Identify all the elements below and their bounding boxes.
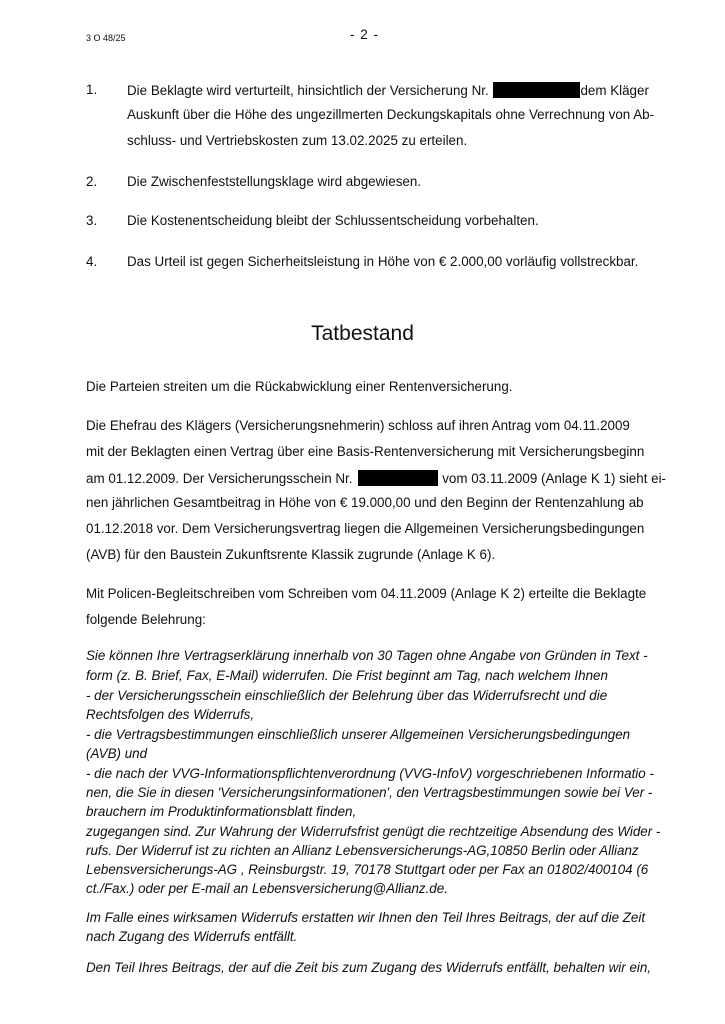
section-heading: Tatbestand <box>311 322 414 345</box>
paragraph-2-line-3-b: vom 03.11.2009 (Anlage K 1) sieht ei- <box>442 471 667 486</box>
paragraph-2-line-3 <box>86 470 666 486</box>
quote-line-5: - die Vertragsbestimmungen einschließlich unserer Allgemeinen Versicherungsbedingungen <box>86 727 631 742</box>
quote2-line-2: nach Zugang des Widerrufs entfällt. <box>86 929 298 944</box>
quote3-line-1: Den Teil Ihres Beitrags, der auf die Zeit bis zum Zugang des Widerrufs entfällt, behalten wir ein, <box>86 960 652 975</box>
quote-line-8: nen, die Sie in diesen 'Versicherungsinformationen', den Vertragsbestimmungen sowie bei Ver - <box>86 785 653 800</box>
quote-line-10: zugegangen sind. Zur Wahrung der Widerrufsfrist genügt die rechtzeitige Absendung des Wider - <box>86 824 661 839</box>
tenor-item-1-text-b: dem Kläger <box>580 83 649 98</box>
quote2-line-1: Im Falle eines wirksamen Widerrufs erstatten wir Ihnen den Teil Ihres Beitrags, der auf die Zeit <box>86 910 646 925</box>
paragraph-2-line-6: (AVB) für den Baustein Zukunftsrente Klassik zugrunde (Anlage K 6). <box>86 547 496 562</box>
tenor-item-1-line-3: schluss- und Vertriebskosten zum 13.02.2025 zu erteilen. <box>127 133 468 148</box>
file-reference: 3 O 48/25 <box>86 33 126 43</box>
paragraph-2-line-2: mit der Beklagten einen Vertrag über eine Basis-Rentenversicherung mit Versicherungsbeginn <box>86 444 645 459</box>
quote-line-9: brauchern im Produktinformationsblatt finden, <box>86 804 357 819</box>
tenor-number-1: 1. <box>86 82 98 97</box>
paragraph-1: Die Parteien streiten um die Rückabwicklung einer Rentenversicherung. <box>86 379 513 394</box>
quote-line-11: rufs. Der Widerruf ist zu richten an Allianz Lebensversicherungs-AG,10850 Berlin oder Allianz <box>86 843 639 858</box>
quote-line-12: Lebensversicherungs-AG , Reinsburgstr. 19, 70178 Stuttgart oder per Fax an 01802/400104 (6 <box>86 862 649 877</box>
quote-line-3: - der Versicherungsschein einschließlich der Belehrung über das Widerrufsrecht und die <box>86 688 608 703</box>
paragraph-2-line-4: nen jährlichen Gesamtbeitrag in Höhe von € 19.000,00 und den Beginn der Rentenzahlung ab <box>86 495 644 510</box>
quote-line-1: Sie können Ihre Vertragserklärung innerhalb von 30 Tagen ohne Angabe von Gründen in Text - <box>86 648 648 663</box>
tenor-item-4: Das Urteil ist gegen Sicherheitsleistung in Höhe von € 2.000,00 vorläufig vollstreckbar. <box>127 254 639 269</box>
quote-line-13: ct./Fax.) oder per E-mail an Lebensversicherung@Allianz.de. <box>86 881 448 896</box>
redaction-bar <box>493 82 580 98</box>
tenor-item-1-line-1 <box>127 82 649 98</box>
redaction-bar <box>358 470 438 486</box>
page-number: - 2 - <box>350 27 380 42</box>
paragraph-2-line-5: 01.12.2018 vor. Dem Versicherungsvertrag liegen die Allgemeinen Versicherungsbedingungen <box>86 521 645 536</box>
tenor-number-2: 2. <box>86 174 98 189</box>
tenor-item-3: Die Kostenentscheidung bleibt der Schlussentscheidung vorbehalten. <box>127 213 539 228</box>
quote-line-2: form (z. B. Brief, Fax, E-Mail) widerrufen. Die Frist beginnt am Tag, nach welchem Ihnen <box>86 668 608 683</box>
quote-line-6: (AVB) und <box>86 746 148 761</box>
paragraph-2-line-1: Die Ehefrau des Klägers (Versicherungsnehmerin) schloss auf ihren Antrag vom 04.11.2009 <box>86 418 630 433</box>
tenor-item-1-line-2: Auskunft über die Höhe des ungezillmerten Deckungskapitals ohne Verrechnung von Ab- <box>127 107 655 122</box>
paragraph-3-line-2: folgende Belehrung: <box>86 612 206 627</box>
tenor-number-4: 4. <box>86 254 98 269</box>
tenor-item-1-text-a: Die Beklagte wird verturteilt, hinsichtlich der Versicherung Nr. <box>127 83 489 98</box>
paragraph-2-line-3-a: am 01.12.2009. Der Versicherungsschein Nr. <box>86 471 353 486</box>
quote-line-7: - die nach der VVG-Informationspflichtenverordnung (VVG-InfoV) vorgeschriebenen Informatio - <box>86 766 654 781</box>
quote-line-4: Rechtsfolgen des Widerrufs, <box>86 707 255 722</box>
tenor-number-3: 3. <box>86 213 98 228</box>
paragraph-3-line-1: Mit Policen-Begleitschreiben vom Schreiben vom 04.11.2009 (Anlage K 2) erteilte die Beklagte <box>86 586 647 601</box>
tenor-item-2: Die Zwischenfeststellungsklage wird abgewiesen. <box>127 174 421 189</box>
